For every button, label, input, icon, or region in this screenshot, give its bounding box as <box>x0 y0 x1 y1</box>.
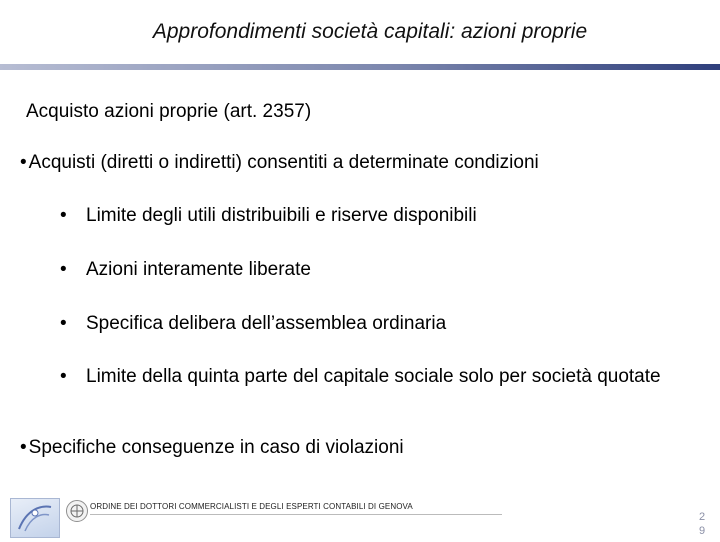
page-number-digit: 2 <box>698 511 706 523</box>
organization-logo <box>10 498 60 538</box>
bullet-icon: • <box>60 313 67 334</box>
bullet-text: Acquisti (diretti o indiretti) consentiti a determinate condizioni <box>28 152 539 173</box>
bullet-level2 <box>60 204 690 228</box>
slide-footer <box>0 496 720 540</box>
bullet-level1 <box>20 152 539 174</box>
bullet-text: Azioni interamente liberate <box>86 259 311 280</box>
bullet-icon: • <box>20 152 27 173</box>
bullet-icon: • <box>60 259 67 280</box>
footer-divider <box>90 514 502 515</box>
logo-graphic-icon <box>11 499 59 537</box>
section-heading: Acquisto azioni proprie (art. 2357) <box>26 101 312 122</box>
bullet-text: Limite della quinta parte del capitale sociale solo per società quotate <box>86 366 661 387</box>
emblem-icon <box>66 500 88 522</box>
bullet-level2 <box>60 312 690 336</box>
title-divider <box>0 64 720 70</box>
bullet-icon: • <box>60 366 67 387</box>
footer-organization: ORDINE DEI DOTTORI COMMERCIALISTI E DEGLI ESPERTI CONTABILI DI GENOVA <box>90 502 413 511</box>
bullet-level2 <box>60 365 690 389</box>
bullet-text: Specifiche conseguenze in caso di violazioni <box>28 437 404 458</box>
bullet-level1 <box>20 437 404 459</box>
page-number <box>696 510 708 538</box>
bullet-icon: • <box>60 205 67 226</box>
bullet-text: Specifica delibera dell’assemblea ordinaria <box>86 313 447 334</box>
page-number-digit: 9 <box>698 525 706 537</box>
bullet-level2 <box>60 258 690 282</box>
bullet-text: Limite degli utili distribuibili e riserve disponibili <box>86 205 477 226</box>
slide-title: Approfondimenti società capitali: azioni proprie <box>152 20 588 43</box>
bullet-icon: • <box>20 437 27 458</box>
